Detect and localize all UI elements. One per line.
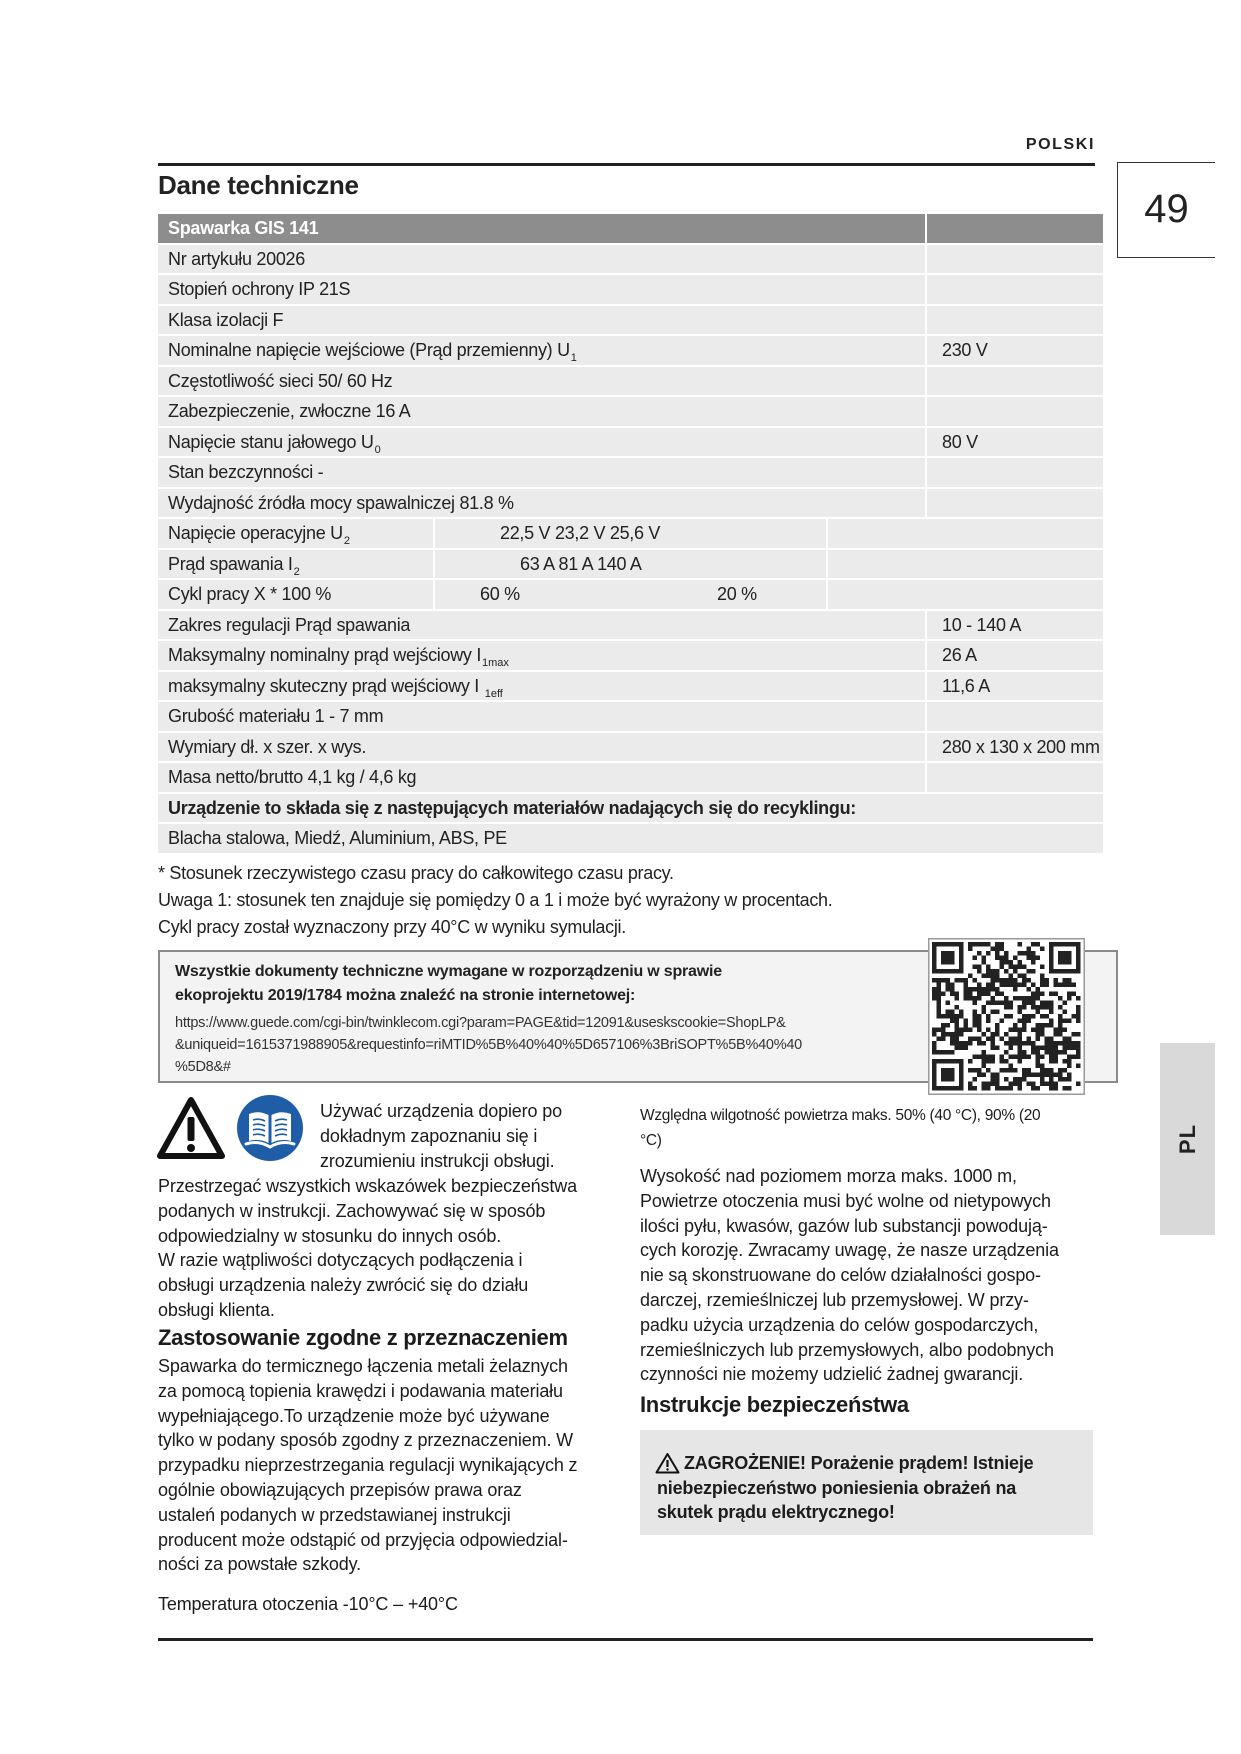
- table-row-values-cell: [435, 519, 826, 548]
- page-number-box: [1117, 162, 1215, 258]
- table-row: [158, 519, 1103, 548]
- environment-line: nie są skonstruowane do celów działalności gospo-: [640, 1265, 1041, 1286]
- header-rule: [158, 163, 1095, 166]
- environment-paragraph: [640, 1164, 1059, 1387]
- qr-modules: [932, 942, 1081, 1091]
- table-row: [158, 367, 1103, 396]
- warning-triangle-icon: [156, 1095, 226, 1161]
- table-row-value: [927, 763, 1103, 792]
- note-line: Uwaga 1: stosunek ten znajduje się pomiędzy 0 a 1 i może być wyrażony w procentach.: [158, 890, 833, 910]
- table-header-title: Spawarka GIS 141: [158, 214, 925, 243]
- table-row: [158, 275, 1103, 304]
- table-row-values-cell: [435, 580, 826, 609]
- environment-line: ilości pyłu, kwasów, gazów lub substancji powodują-: [640, 1215, 1048, 1236]
- table-row-label: Napięcie stanu jałowego U: [168, 431, 374, 452]
- humidity-text: [640, 1103, 1040, 1153]
- table-row-empty-cell: [828, 580, 1103, 609]
- table-row-empty-cell: [828, 550, 1103, 579]
- table-row-label-cell: [158, 428, 925, 457]
- table-row: [158, 489, 1103, 518]
- table-row-label: Stan bezczynności -: [158, 458, 925, 487]
- table-row-label: Cykl pracy X * 100 %: [158, 580, 433, 609]
- table-row-label-subscript: 1max: [482, 657, 509, 669]
- table-row-label-cell: [158, 519, 433, 548]
- humidity-line: Względna wilgotność powietrza maks. 50% (40 °C), 90% (20: [640, 1107, 1041, 1124]
- table-row-label-subscript: 0: [374, 443, 381, 456]
- table-row-value: 26 A: [927, 641, 1103, 670]
- table-row-label: Napięcie operacyjne U: [168, 523, 343, 543]
- table-row-value: 230 V: [927, 336, 1103, 365]
- intended-use-heading: Zastosowanie zgodne z przeznaczeniem: [158, 1325, 568, 1350]
- table-row-value: 10 - 140 A: [927, 611, 1103, 640]
- table-header-value-cell: [927, 214, 1103, 243]
- table-row-label-subscript: 1eff: [484, 687, 503, 700]
- spec-table: [158, 214, 1103, 853]
- table-row-label-subscript: 1: [570, 352, 577, 364]
- manual-reminder-line: dokładnym zapoznaniu się i: [320, 1125, 538, 1146]
- table-row-value: [927, 367, 1103, 396]
- table-row-label: Grubość materiału 1 - 7 mm: [158, 702, 925, 731]
- environment-line: Wysokość nad poziomem morza maks. 1000 m,: [640, 1166, 1017, 1186]
- table-row-materials: Blacha stalowa, Miedź, Aluminium, ABS, PE: [158, 824, 1103, 853]
- intro-line: obsługi urządzenia należy zwrócić się do działu: [158, 1275, 529, 1296]
- danger-box: [640, 1430, 1093, 1535]
- table-row: [158, 550, 1103, 579]
- table-row-label: Masa netto/brutto 4,1 kg / 4,6 kg: [158, 763, 925, 792]
- intended-use-paragraph: [158, 1354, 577, 1577]
- note-line: * Stosunek rzeczywistego czasu pracy do całkowitego czasu pracy.: [158, 863, 674, 883]
- table-row-label: Maksymalny nominalny prąd wejściowy I: [168, 645, 482, 665]
- table-row-value: [927, 275, 1103, 304]
- table-row: [158, 580, 1103, 609]
- page-title: Dane techniczne: [158, 170, 359, 200]
- table-notes: [158, 860, 832, 941]
- table-row-label-cell: [158, 672, 925, 701]
- intro-line: odpowiedzialny w stosunku do innych osób.: [158, 1225, 502, 1246]
- intended-use-line: ustaleń podanych w przedstawianej instrukcji: [158, 1504, 511, 1525]
- ecodesign-text-line: ekoprojektu 2019/1784 można znaleźć na stronie internetowej:: [175, 987, 636, 1004]
- environment-line: czynności nie możemy udzielić żadnej gwarancji.: [640, 1364, 1024, 1385]
- environment-line: Powietrze otoczenia musi być wolne od nietypowych: [640, 1190, 1051, 1211]
- table-row: [158, 306, 1103, 335]
- intro-line: Przestrzegać wszystkich wskazówek bezpieczeństwa: [158, 1176, 577, 1196]
- ecodesign-url-line[interactable]: https://www.guede.com/cgi-bin/twinklecom.cgi?param=PAGE&tid=12091&useskscookie=ShopLP&: [175, 1015, 786, 1031]
- table-row-value: [927, 458, 1103, 487]
- environment-line: cych korozję. Zwracamy uwagę, że nasze urządzenia: [640, 1240, 1059, 1261]
- table-row-value: 80 V: [927, 428, 1103, 457]
- intended-use-line: wypełniającego.To urządzenie może być używane: [158, 1405, 550, 1426]
- table-row-label: Nr artykułu 20026: [158, 245, 925, 274]
- table-row-values-cell: [435, 550, 826, 579]
- intro-paragraph: [158, 1174, 577, 1323]
- table-row-label: Nominalne napięcie wejściowe (Prąd przemienny) U: [168, 340, 570, 360]
- table-row: [158, 336, 1103, 365]
- manual-reminder-line: zrozumieniu instrukcji obsługi.: [320, 1150, 555, 1171]
- qr-code-image: [928, 938, 1085, 1095]
- table-row-label-subscript: 2: [343, 535, 350, 547]
- table-row-recycling-heading: Urządzenie to składa się z następujących materiałów nadających się do recyklingu:: [158, 794, 1103, 823]
- table-row: [158, 794, 1103, 823]
- table-row-value: [927, 397, 1103, 426]
- danger-line: ZAGROŻENIE! Porażenie prądem! Istnieje: [684, 1453, 1034, 1473]
- table-header-row: [158, 214, 1103, 243]
- intro-line: W razie wątpliwości dotyczących podłączenia i: [158, 1250, 523, 1271]
- table-row-value: 20 %: [717, 584, 757, 604]
- danger-line: skutek prądu elektrycznego!: [657, 1502, 895, 1522]
- table-row-label: maksymalny skuteczny prąd wejściowy I: [168, 675, 484, 696]
- intended-use-line: przypadku nieprzestrzegania regulacji wynikających z: [158, 1455, 578, 1476]
- table-row: [158, 824, 1103, 853]
- intended-use-line: Spawarka do termicznego łączenia metali żelaznych: [158, 1356, 568, 1376]
- manual-reminder: [320, 1099, 562, 1173]
- environment-line: rzemieślniczych lub przemysłowych, albo podobnych: [640, 1339, 1054, 1360]
- table-row-empty-cell: [828, 519, 1103, 548]
- note-line: Cykl pracy został wyznaczony przy 40°C w wyniku symulacji.: [158, 917, 626, 937]
- intended-use-line: za pomocą topienia krawędzi i podawania materiału: [158, 1380, 563, 1401]
- table-row-value: [927, 702, 1103, 731]
- table-row-value: [927, 306, 1103, 335]
- environment-line: darczej, rzemieślniczej lub przemysłowej. W przy-: [640, 1289, 1029, 1310]
- intended-use-line: producent może odstąpić od przyjęcia odpowiedzial-: [158, 1529, 568, 1550]
- danger-text: [657, 1451, 1033, 1525]
- ecodesign-text-line: Wszystkie dokumenty techniczne wymagane w rozporządzeniu w sprawie: [175, 963, 722, 980]
- language-side-tab-label: PL: [1174, 1123, 1200, 1155]
- intended-use-line: tylko w podany sposób zgodny z przeznaczeniem. W: [158, 1430, 574, 1451]
- ecodesign-url-line[interactable]: %5D8&#: [175, 1059, 231, 1075]
- table-row-label: Stopień ochrony IP 21S: [158, 275, 925, 304]
- table-row-value: [927, 489, 1103, 518]
- table-row-label: Zakres regulacji Prąd spawania: [158, 611, 925, 640]
- ecodesign-url[interactable]: [175, 1012, 802, 1078]
- intro-line: obsługi klienta.: [158, 1299, 275, 1320]
- table-row-value: 11,6 A: [927, 672, 1103, 701]
- safety-heading: Instrukcje bezpieczeństwa: [640, 1392, 909, 1417]
- table-row-value: 63 A 81 A 140 A: [520, 553, 642, 574]
- table-row: [158, 763, 1103, 792]
- table-row: [158, 397, 1103, 426]
- table-row-label: Zabezpieczenie, zwłoczne 16 A: [158, 397, 925, 426]
- manual-reminder-line: Używać urządzenia dopiero po: [320, 1101, 562, 1121]
- danger-line: niebezpieczeństwo poniesienia obrażeń na: [657, 1477, 1017, 1498]
- table-row-value: 280 x 130 x 200 mm: [927, 733, 1103, 762]
- table-row-label: Prąd spawania I: [168, 553, 293, 574]
- ambient-temperature: Temperatura otoczenia -10°C – +40°C: [158, 1594, 458, 1614]
- intended-use-line: ogólnie obowiązujących przepisów prawa oraz: [158, 1479, 522, 1500]
- intended-use-line: ności za powstałe szkody.: [158, 1554, 362, 1575]
- ecodesign-text: [175, 960, 722, 1008]
- language-side-tab: [1160, 1043, 1215, 1235]
- table-row: [158, 458, 1103, 487]
- table-row-label: Częstotliwość sieci 50/ 60 Hz: [158, 367, 925, 396]
- table-row-label: Wymiary dł. x szer. x wys.: [158, 733, 925, 762]
- table-row: [158, 428, 1103, 457]
- table-row-label-subscript: 2: [293, 565, 300, 578]
- table-row-value: 22,5 V 23,2 V 25,6 V: [500, 523, 661, 543]
- ecodesign-url-line[interactable]: &uniqueid=1615371988905&requestinfo=riMTID%5B%40%40%5D657106%3BriSOPT%5B%40%40: [175, 1037, 802, 1053]
- footer-rule: [158, 1638, 1093, 1641]
- environment-line: padku użycia urządzenia do celów gospodarczych,: [640, 1314, 1039, 1335]
- page-number: 49: [1144, 187, 1189, 231]
- table-row-label-cell: [158, 641, 925, 670]
- table-row-label-cell: [158, 336, 925, 365]
- table-row-label-cell: [158, 550, 433, 579]
- table-row: [158, 702, 1103, 731]
- table-row: [158, 245, 1103, 274]
- table-row-value: 60 %: [480, 584, 520, 604]
- table-row: [158, 733, 1103, 762]
- table-row: [158, 641, 1103, 670]
- table-row: [158, 611, 1103, 640]
- language-label: POLSKI: [1025, 136, 1095, 153]
- read-manual-icon: [236, 1094, 304, 1162]
- intro-line: podanych w instrukcji. Zachowywać się w sposób: [158, 1200, 546, 1221]
- table-row-label: Wydajność źródła mocy spawalniczej 81.8 %: [158, 489, 925, 518]
- humidity-line: °C): [640, 1132, 662, 1149]
- table-row-label: Klasa izolacji F: [158, 306, 925, 335]
- table-row-value: [927, 245, 1103, 274]
- table-row: [158, 672, 1103, 701]
